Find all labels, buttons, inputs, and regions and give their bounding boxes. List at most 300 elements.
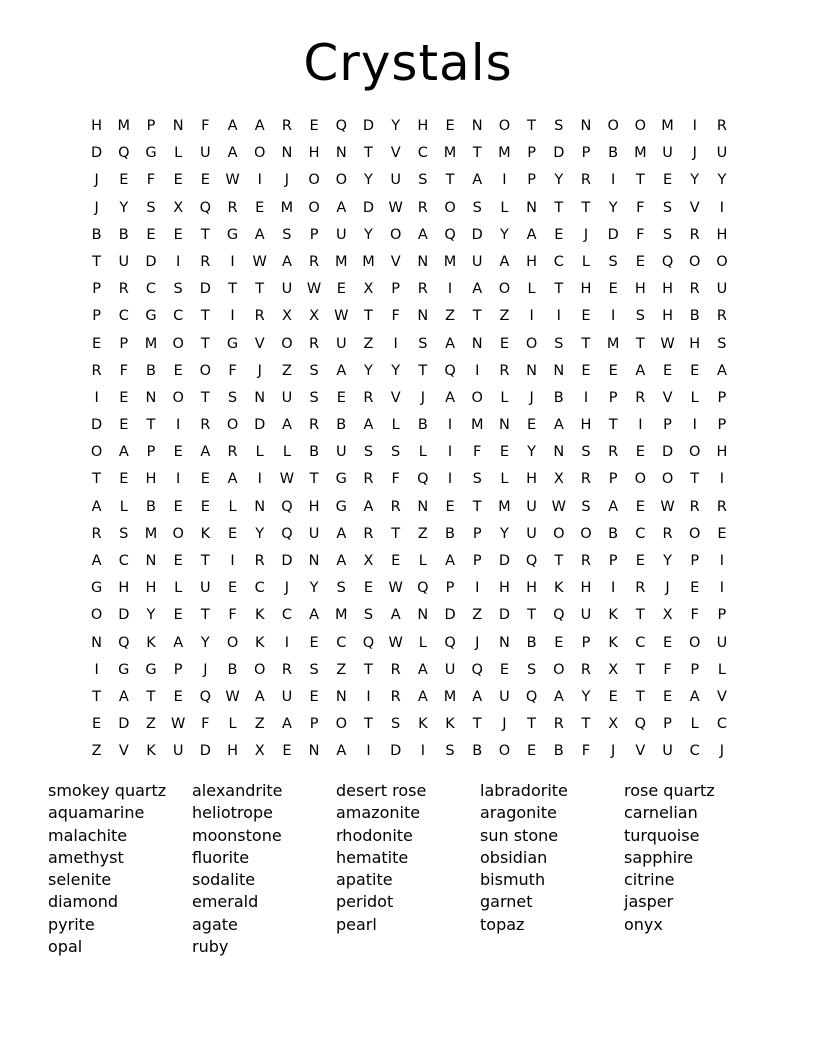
grid-letter[interactable]: H: [145, 580, 157, 597]
grid-letter[interactable]: N: [417, 308, 429, 325]
grid-letter[interactable]: A: [118, 444, 129, 461]
grid-letter[interactable]: R: [580, 661, 591, 678]
grid-letter[interactable]: E: [635, 498, 645, 515]
grid-letter[interactable]: I: [583, 389, 589, 406]
grid-letter[interactable]: S: [391, 716, 401, 733]
grid-letter[interactable]: H: [526, 253, 538, 270]
grid-letter[interactable]: S: [173, 281, 183, 298]
grid-letter[interactable]: A: [445, 553, 455, 569]
grid-letter[interactable]: N: [417, 607, 429, 624]
grid-letter[interactable]: O: [661, 471, 674, 488]
grid-letter[interactable]: V: [635, 743, 646, 760]
grid-letter[interactable]: B: [227, 661, 238, 678]
grid-letter[interactable]: A: [417, 226, 428, 243]
grid-letter[interactable]: S: [309, 389, 319, 406]
grid-letter[interactable]: W: [551, 498, 566, 515]
grid-letter[interactable]: S: [418, 335, 428, 352]
grid-letter[interactable]: E: [173, 553, 183, 569]
grid-letter[interactable]: J: [257, 362, 262, 379]
grid-letter[interactable]: E: [92, 335, 102, 352]
grid-letter[interactable]: U: [662, 743, 673, 760]
grid-letter[interactable]: R: [227, 444, 238, 461]
grid-letter[interactable]: A: [309, 607, 320, 624]
grid-letter[interactable]: R: [580, 471, 591, 488]
grid-letter[interactable]: Y: [717, 172, 727, 189]
grid-letter[interactable]: U: [172, 743, 184, 760]
grid-letter[interactable]: T: [364, 716, 373, 733]
grid-letter[interactable]: U: [308, 525, 320, 542]
grid-letter[interactable]: A: [716, 362, 727, 379]
grid-letter[interactable]: F: [201, 716, 210, 733]
grid-letter[interactable]: C: [417, 145, 428, 162]
grid-letter[interactable]: Q: [525, 553, 538, 569]
grid-letter[interactable]: A: [553, 417, 564, 434]
grid-letter[interactable]: T: [527, 118, 537, 134]
grid-letter[interactable]: E: [662, 362, 673, 379]
grid-letter[interactable]: C: [689, 743, 700, 760]
grid-letter[interactable]: J: [94, 199, 99, 216]
grid-letter[interactable]: R: [390, 688, 401, 705]
grid-letter[interactable]: J: [502, 716, 507, 733]
grid-letter[interactable]: O: [172, 335, 184, 352]
grid-letter[interactable]: Z: [91, 743, 102, 760]
grid-letter[interactable]: T: [364, 661, 373, 678]
grid-letter[interactable]: I: [257, 172, 262, 189]
grid-letter[interactable]: F: [228, 607, 237, 624]
grid-letter[interactable]: J: [692, 145, 697, 162]
grid-letter[interactable]: S: [554, 118, 564, 134]
grid-letter[interactable]: T: [635, 661, 645, 678]
grid-letter[interactable]: T: [391, 525, 401, 542]
grid-letter[interactable]: A: [91, 498, 102, 515]
grid-letter[interactable]: E: [635, 253, 645, 270]
grid-letter[interactable]: E: [445, 118, 455, 134]
grid-letter[interactable]: C: [118, 553, 129, 569]
grid-letter[interactable]: O: [335, 172, 347, 189]
grid-letter[interactable]: O: [689, 444, 701, 461]
grid-letter[interactable]: R: [635, 580, 646, 597]
grid-letter[interactable]: N: [91, 634, 103, 651]
grid-letter[interactable]: N: [145, 553, 157, 569]
grid-letter[interactable]: Z: [472, 607, 483, 624]
grid-letter[interactable]: R: [689, 281, 700, 298]
grid-letter[interactable]: S: [445, 743, 455, 760]
grid-letter[interactable]: H: [308, 498, 320, 515]
grid-letter[interactable]: E: [173, 607, 183, 624]
grid-letter[interactable]: B: [417, 417, 428, 434]
grid-letter[interactable]: I: [447, 444, 453, 461]
grid-letter[interactable]: Y: [527, 444, 537, 461]
grid-letter[interactable]: T: [309, 471, 319, 488]
grid-letter[interactable]: Z: [146, 716, 156, 733]
grid-letter[interactable]: O: [498, 743, 511, 760]
grid-letter[interactable]: T: [200, 335, 210, 352]
grid-letter[interactable]: A: [227, 471, 238, 488]
grid-letter[interactable]: D: [118, 607, 130, 624]
grid-letter[interactable]: T: [200, 389, 210, 406]
grid-letter[interactable]: L: [255, 444, 264, 461]
grid-letter[interactable]: A: [472, 688, 483, 705]
grid-letter[interactable]: O: [498, 281, 511, 298]
grid-letter[interactable]: H: [498, 580, 510, 597]
grid-letter[interactable]: S: [146, 199, 156, 216]
grid-letter[interactable]: J: [284, 172, 290, 189]
grid-letter[interactable]: V: [662, 389, 673, 406]
grid-letter[interactable]: U: [390, 172, 401, 189]
grid-letter[interactable]: S: [418, 172, 428, 189]
grid-letter[interactable]: F: [391, 471, 400, 488]
grid-letter[interactable]: M: [117, 118, 131, 134]
grid-letter[interactable]: E: [363, 580, 374, 597]
grid-letter[interactable]: Q: [335, 118, 347, 134]
grid-letter[interactable]: I: [447, 417, 453, 434]
grid-letter[interactable]: D: [118, 716, 130, 733]
grid-letter[interactable]: Z: [417, 525, 428, 542]
grid-letter[interactable]: P: [690, 661, 700, 678]
grid-letter[interactable]: E: [119, 417, 129, 434]
grid-letter[interactable]: U: [526, 498, 537, 515]
grid-letter[interactable]: P: [445, 580, 455, 597]
grid-letter[interactable]: Y: [391, 362, 401, 379]
grid-letter[interactable]: T: [581, 716, 591, 733]
grid-letter[interactable]: Q: [199, 688, 212, 705]
grid-letter[interactable]: O: [172, 389, 184, 406]
grid-letter[interactable]: I: [176, 253, 181, 270]
grid-letter[interactable]: E: [690, 580, 700, 597]
grid-letter[interactable]: V: [118, 743, 129, 760]
grid-letter[interactable]: O: [553, 661, 565, 678]
grid-letter[interactable]: K: [254, 607, 265, 624]
grid-letter[interactable]: C: [118, 308, 129, 325]
grid-letter[interactable]: T: [200, 607, 210, 624]
grid-letter[interactable]: A: [227, 118, 238, 134]
grid-letter[interactable]: R: [716, 118, 727, 134]
grid-letter[interactable]: D: [444, 607, 456, 624]
grid-letter[interactable]: G: [145, 145, 157, 162]
grid-letter[interactable]: G: [145, 308, 157, 325]
grid-letter[interactable]: U: [716, 634, 728, 651]
grid-letter[interactable]: Z: [363, 335, 374, 352]
grid-letter[interactable]: R: [716, 308, 727, 325]
grid-letter[interactable]: W: [388, 580, 403, 597]
grid-letter[interactable]: P: [472, 553, 482, 569]
grid-letter[interactable]: R: [608, 444, 619, 461]
grid-letter[interactable]: A: [336, 743, 347, 760]
grid-letter[interactable]: K: [418, 716, 428, 733]
grid-letter[interactable]: N: [145, 389, 157, 406]
grid-letter[interactable]: R: [309, 417, 320, 434]
grid-letter[interactable]: A: [363, 498, 374, 515]
grid-letter[interactable]: T: [364, 145, 373, 162]
grid-letter[interactable]: A: [445, 389, 455, 406]
grid-letter[interactable]: K: [608, 607, 618, 624]
grid-letter[interactable]: M: [498, 145, 511, 162]
grid-letter[interactable]: E: [635, 553, 645, 569]
grid-letter[interactable]: I: [393, 335, 398, 352]
grid-letter[interactable]: I: [638, 417, 643, 434]
grid-letter[interactable]: T: [445, 172, 455, 189]
grid-letter[interactable]: I: [230, 308, 235, 325]
grid-letter[interactable]: Y: [364, 362, 373, 379]
grid-letter[interactable]: E: [173, 444, 183, 461]
grid-letter[interactable]: H: [580, 281, 592, 298]
grid-letter[interactable]: E: [309, 634, 319, 651]
grid-letter[interactable]: Q: [417, 471, 429, 488]
grid-letter[interactable]: E: [499, 444, 509, 461]
grid-letter[interactable]: G: [118, 661, 130, 678]
grid-letter[interactable]: N: [526, 362, 538, 379]
grid-letter[interactable]: N: [254, 389, 266, 406]
grid-letter[interactable]: M: [634, 145, 647, 162]
grid-letter[interactable]: A: [608, 498, 619, 515]
grid-letter[interactable]: A: [472, 172, 483, 189]
grid-letter[interactable]: L: [119, 498, 128, 515]
grid-letter[interactable]: K: [146, 634, 156, 651]
grid-letter[interactable]: Z: [281, 362, 292, 379]
grid-letter[interactable]: Q: [553, 607, 565, 624]
grid-letter[interactable]: N: [172, 118, 184, 134]
grid-letter[interactable]: M: [443, 145, 457, 162]
grid-letter[interactable]: I: [719, 199, 725, 216]
grid-letter[interactable]: P: [581, 634, 591, 651]
grid-letter[interactable]: P: [309, 716, 319, 733]
grid-letter[interactable]: I: [94, 389, 99, 406]
grid-letter[interactable]: L: [418, 634, 427, 651]
grid-letter[interactable]: O: [226, 634, 239, 651]
grid-letter[interactable]: B: [145, 362, 156, 379]
grid-letter[interactable]: E: [554, 226, 564, 243]
grid-letter[interactable]: N: [580, 118, 592, 134]
grid-letter[interactable]: P: [663, 417, 672, 434]
grid-letter[interactable]: Y: [663, 553, 672, 569]
grid-letter[interactable]: Q: [199, 199, 212, 216]
grid-letter[interactable]: Q: [661, 253, 674, 270]
grid-letter[interactable]: H: [662, 281, 673, 298]
grid-letter[interactable]: H: [145, 471, 157, 488]
grid-letter[interactable]: R: [254, 553, 265, 569]
grid-letter[interactable]: R: [118, 281, 129, 298]
grid-letter[interactable]: A: [336, 525, 347, 542]
grid-letter[interactable]: X: [662, 607, 673, 624]
grid-letter[interactable]: J: [203, 661, 208, 678]
grid-letter[interactable]: J: [583, 226, 589, 243]
grid-letter[interactable]: Q: [281, 525, 293, 542]
grid-letter[interactable]: H: [716, 444, 728, 461]
grid-letter[interactable]: I: [556, 308, 561, 325]
grid-letter[interactable]: Y: [499, 525, 509, 542]
grid-letter[interactable]: F: [201, 118, 210, 134]
grid-letter[interactable]: I: [692, 417, 697, 434]
grid-letter[interactable]: S: [472, 471, 482, 488]
grid-letter[interactable]: F: [391, 308, 400, 325]
grid-letter[interactable]: W: [388, 199, 403, 216]
grid-letter[interactable]: U: [281, 389, 293, 406]
grid-letter[interactable]: E: [200, 471, 210, 488]
grid-letter[interactable]: R: [417, 199, 428, 216]
grid-letter[interactable]: I: [230, 253, 235, 270]
grid-letter[interactable]: Q: [634, 716, 647, 733]
grid-letter[interactable]: B: [445, 525, 455, 542]
grid-letter[interactable]: C: [254, 580, 265, 597]
grid-letter[interactable]: F: [146, 172, 156, 189]
grid-letter[interactable]: P: [608, 471, 618, 488]
grid-letter[interactable]: S: [608, 253, 618, 270]
grid-letter[interactable]: S: [526, 661, 537, 678]
grid-letter[interactable]: E: [200, 498, 210, 515]
grid-letter[interactable]: W: [306, 281, 322, 298]
grid-letter[interactable]: T: [146, 688, 156, 705]
grid-letter[interactable]: T: [581, 199, 591, 216]
grid-letter[interactable]: G: [145, 661, 157, 678]
grid-letter[interactable]: I: [284, 634, 290, 651]
grid-letter[interactable]: T: [635, 688, 645, 705]
grid-letter[interactable]: Z: [499, 308, 510, 325]
grid-letter[interactable]: J: [529, 389, 534, 406]
grid-letter[interactable]: G: [335, 498, 347, 515]
grid-letter[interactable]: R: [580, 172, 591, 189]
grid-letter[interactable]: O: [607, 118, 619, 134]
grid-letter[interactable]: T: [554, 553, 564, 569]
grid-letter[interactable]: B: [91, 226, 102, 243]
grid-letter[interactable]: D: [145, 253, 157, 270]
grid-letter[interactable]: N: [498, 417, 510, 434]
grid-letter[interactable]: N: [471, 335, 483, 352]
grid-letter[interactable]: T: [472, 498, 482, 515]
grid-letter[interactable]: G: [335, 471, 347, 488]
grid-letter[interactable]: M: [470, 417, 484, 434]
grid-letter[interactable]: A: [254, 118, 265, 134]
grid-letter[interactable]: B: [689, 308, 700, 325]
grid-letter[interactable]: D: [199, 281, 211, 298]
grid-letter[interactable]: T: [554, 199, 564, 216]
grid-letter[interactable]: Q: [444, 226, 456, 243]
grid-letter[interactable]: E: [527, 743, 537, 760]
grid-letter[interactable]: S: [336, 580, 346, 597]
grid-letter[interactable]: P: [608, 389, 618, 406]
grid-letter[interactable]: Z: [445, 308, 455, 325]
grid-letter[interactable]: E: [662, 634, 673, 651]
grid-letter[interactable]: F: [119, 362, 128, 379]
grid-letter[interactable]: E: [255, 199, 265, 216]
grid-letter[interactable]: A: [390, 607, 401, 624]
grid-letter[interactable]: S: [635, 308, 645, 325]
grid-letter[interactable]: Z: [254, 716, 265, 733]
grid-letter[interactable]: E: [173, 688, 183, 705]
grid-letter[interactable]: I: [176, 471, 181, 488]
grid-letter[interactable]: L: [717, 661, 726, 678]
grid-letter[interactable]: B: [118, 226, 129, 243]
grid-letter[interactable]: T: [690, 471, 700, 488]
grid-letter[interactable]: T: [228, 281, 237, 298]
grid-letter[interactable]: P: [119, 335, 129, 352]
grid-letter[interactable]: E: [309, 688, 319, 705]
grid-letter[interactable]: T: [146, 417, 156, 434]
grid-letter[interactable]: W: [660, 498, 675, 515]
grid-letter[interactable]: T: [635, 607, 645, 624]
grid-letter[interactable]: W: [170, 716, 186, 733]
grid-letter[interactable]: O: [335, 716, 347, 733]
grid-letter[interactable]: Y: [554, 172, 564, 189]
grid-letter[interactable]: Q: [118, 145, 130, 162]
grid-letter[interactable]: N: [553, 444, 565, 461]
grid-letter[interactable]: E: [336, 281, 346, 298]
grid-letter[interactable]: O: [308, 172, 320, 189]
grid-letter[interactable]: P: [717, 417, 727, 434]
grid-letter[interactable]: E: [581, 362, 591, 379]
grid-letter[interactable]: A: [689, 688, 700, 705]
grid-letter[interactable]: R: [363, 525, 374, 542]
grid-letter[interactable]: J: [475, 634, 480, 651]
grid-letter[interactable]: R: [200, 417, 211, 434]
grid-letter[interactable]: A: [254, 226, 265, 243]
grid-letter[interactable]: I: [719, 471, 725, 488]
grid-letter[interactable]: F: [663, 661, 672, 678]
grid-letter[interactable]: R: [662, 525, 673, 542]
grid-letter[interactable]: H: [227, 743, 238, 760]
grid-letter[interactable]: A: [499, 253, 510, 270]
grid-letter[interactable]: I: [611, 172, 616, 189]
grid-letter[interactable]: O: [308, 199, 320, 216]
grid-letter[interactable]: E: [119, 471, 129, 488]
grid-letter[interactable]: E: [662, 688, 673, 705]
grid-letter[interactable]: H: [580, 417, 592, 434]
grid-letter[interactable]: E: [309, 118, 319, 134]
grid-letter[interactable]: Y: [146, 607, 156, 624]
grid-letter[interactable]: S: [662, 226, 673, 243]
grid-letter[interactable]: R: [91, 362, 102, 379]
grid-letter[interactable]: I: [366, 743, 371, 760]
grid-letter[interactable]: S: [581, 444, 591, 461]
grid-letter[interactable]: H: [689, 335, 701, 352]
grid-letter[interactable]: P: [608, 553, 618, 569]
grid-letter[interactable]: I: [94, 661, 99, 678]
grid-letter[interactable]: Y: [391, 118, 401, 134]
grid-letter[interactable]: Q: [417, 580, 429, 597]
grid-letter[interactable]: S: [717, 335, 727, 352]
grid-letter[interactable]: C: [173, 308, 184, 325]
grid-letter[interactable]: N: [335, 145, 347, 162]
grid-letter[interactable]: X: [553, 471, 564, 488]
grid-letter[interactable]: W: [334, 308, 349, 325]
grid-letter[interactable]: Q: [471, 661, 483, 678]
grid-letter[interactable]: Y: [119, 199, 129, 216]
grid-letter[interactable]: V: [390, 389, 401, 406]
grid-letter[interactable]: U: [580, 607, 592, 624]
grid-letter[interactable]: M: [606, 335, 620, 352]
grid-letter[interactable]: H: [580, 580, 592, 597]
grid-letter[interactable]: I: [502, 172, 507, 189]
grid-letter[interactable]: X: [608, 716, 619, 733]
grid-letter[interactable]: K: [254, 634, 265, 651]
grid-letter[interactable]: A: [336, 362, 347, 379]
grid-letter[interactable]: M: [443, 688, 457, 705]
grid-letter[interactable]: D: [254, 417, 266, 434]
grid-letter[interactable]: J: [611, 743, 616, 760]
grid-letter[interactable]: R: [499, 362, 510, 379]
grid-letter[interactable]: R: [363, 471, 374, 488]
grid-letter[interactable]: D: [471, 226, 483, 243]
grid-letter[interactable]: X: [281, 308, 292, 325]
grid-letter[interactable]: N: [498, 634, 510, 651]
grid-letter[interactable]: E: [608, 281, 618, 298]
grid-letter[interactable]: E: [445, 498, 455, 515]
grid-letter[interactable]: J: [420, 389, 425, 406]
grid-letter[interactable]: I: [692, 118, 697, 134]
grid-letter[interactable]: R: [363, 389, 374, 406]
grid-letter[interactable]: T: [472, 716, 482, 733]
grid-letter[interactable]: N: [417, 253, 429, 270]
grid-letter[interactable]: G: [226, 226, 239, 243]
